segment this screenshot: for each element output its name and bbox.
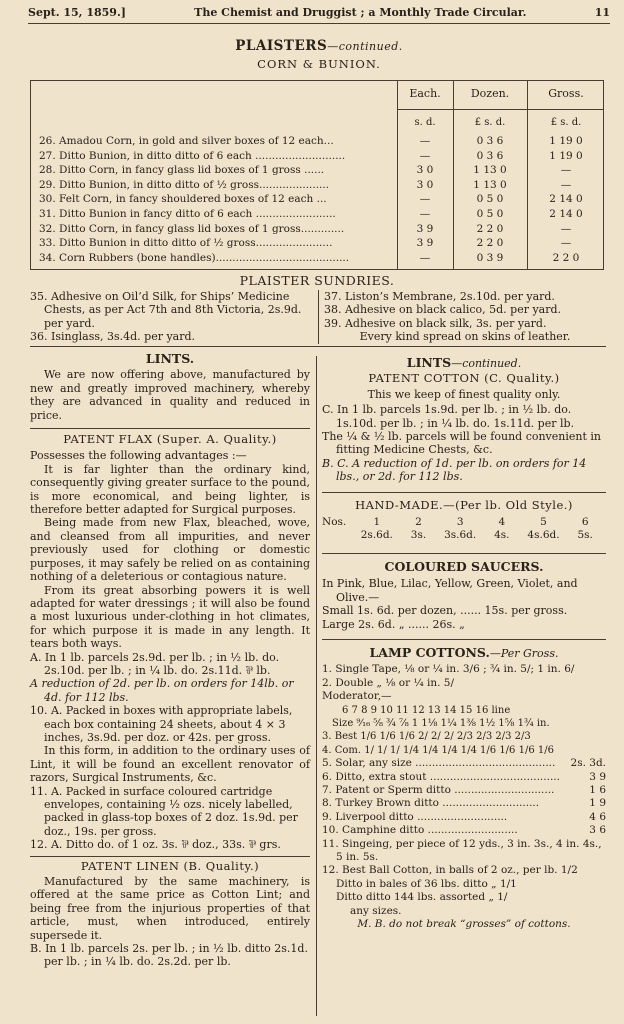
sundry-item-37: 37. Liston’s Membrane, 2s.10d. per yard. xyxy=(324,290,555,303)
price-row-gross: 2 14 0 xyxy=(549,193,583,206)
lamp-item-label: 10. Camphine ditto ........................... xyxy=(322,824,518,837)
price-row-dozen: 0 3 9 xyxy=(476,251,504,264)
flax-para-absorbing: From its great absorbing powers it is well adapted for water dressings ; it will also be found a most luxurious under-clothing in hot climates, for which purpose it is made in any length. It tears both ways. xyxy=(30,583,310,651)
sundries-right xyxy=(324,290,606,344)
lamp-common: 4. Com. 1/ 1/ 1/ 1/4 1/4 1/4 1/4 1/6 1/6 1/6 1/6 xyxy=(322,744,554,756)
sundry-item-36: 36. Isinglass, 3s.4d. per yard. xyxy=(30,330,196,344)
price-row-desc: 34. Corn Rubbers (bone handles)........................................ xyxy=(39,251,350,264)
lints-title: LINTS. xyxy=(145,351,195,366)
price-row xyxy=(31,208,603,222)
handmade-no: 5 xyxy=(540,516,547,529)
lamp-note: M. B. do not break “grosses” of cottons. xyxy=(357,918,571,931)
lamp-title-suffix: —Per Gross. xyxy=(489,646,559,660)
lint-item-10-note: In this form, in addition to the ordinary uses of Lint, it will be found an excellent renovator of razors, Surgical Instruments, &c. xyxy=(30,744,310,785)
patent-linen-title: PATENT LINEN (B. Quality.) xyxy=(80,858,260,873)
handmade-no: 3 xyxy=(456,516,464,529)
price-row-gross: — xyxy=(560,237,572,250)
handmade-price: 3s. xyxy=(410,529,427,542)
handmade-price: 2s.6d. xyxy=(360,529,393,542)
price-row-desc: 27. Ditto Bunion, in ditto ditto of 6 each ........................... xyxy=(39,149,346,162)
lamp-singeing: 11. Singeing, per piece of 12 yds., 3 in. 3s., 4 in. 4s., 5 in. 5s. xyxy=(322,837,602,863)
sundries-title: PLAISTER SUNDRIES. xyxy=(239,273,395,288)
price-row xyxy=(31,179,603,193)
units-dozen: £ s. d. xyxy=(474,117,506,128)
lamp-double: 2. Double „ ⅛ or ¼ in. 5/ xyxy=(322,676,454,689)
price-row-gross: — xyxy=(560,178,572,191)
page-number: 11 xyxy=(594,6,610,19)
lamp-item-price: 1 9 xyxy=(589,797,606,810)
price-row-each: 3 0 xyxy=(416,178,434,191)
handmade-price: 5s. xyxy=(577,529,593,542)
price-row-desc: 29. Ditto Bunion, in ditto ditto of ½ gross..................... xyxy=(39,178,330,191)
price-row xyxy=(31,164,603,178)
price-row xyxy=(31,193,603,207)
price-row-gross: 2 2 0 xyxy=(552,251,580,264)
price-row-desc: 31. Ditto Bunion in fancy ditto of 6 each ........................ xyxy=(39,208,336,220)
lint-item-12: 12. A. Ditto do. of 1 oz. 3s. ⅌ doz., 33s. ⅌ grs. xyxy=(30,838,281,852)
lamp-sizes: Size ⁹⁄₁₆ ⁵⁄₈ ¾ ⁷⁄₈ 1 1⅛ 1¼ 1⅜ 1½ 1⅝ 1¾ in. xyxy=(332,717,550,729)
lamp-item-price: 1 6 xyxy=(589,783,606,796)
lamp-item-price: 3 9 xyxy=(589,770,606,783)
lamp-item xyxy=(322,784,606,797)
plaisters-title-cont: —continued. xyxy=(327,40,403,53)
price-row-desc: 33. Ditto Bunion in ditto ditto of ½ gross....................... xyxy=(39,237,333,250)
price-row xyxy=(31,150,603,164)
sundry-item-38: 38. Adhesive on black calico, 5d. per yard. xyxy=(324,303,562,317)
lint-item-11: 11. A. Packed in surface coloured cartridge envelopes, containing ½ ozs. nicely labelled, packed in glass-top boxes of 2 doz. 1s.9d. per doz., 19s. per gross. xyxy=(30,784,298,838)
price-row-each: — xyxy=(419,135,431,147)
lamp-single-tape: 1. Single Tape, ⅛ or ¼ in. 3/6 ; ¾ in. 5/; 1 in. 6/ xyxy=(322,663,575,676)
lamp-bales-36: Ditto in bales of 36 lbs. ditto „ 1/1 xyxy=(336,877,517,890)
lamp-item-price: 4 6 xyxy=(589,810,606,823)
price-row-desc: 30. Felt Corn, in fancy shouldered boxes of 12 each ... xyxy=(39,193,327,206)
handmade-price: 4s. xyxy=(494,529,510,542)
lamp-items xyxy=(322,757,606,837)
price-row-gross: — xyxy=(560,222,572,235)
lamp-best: 3. Best 1/6 1/6 1/6 2/ 2/ 2/ 2/3 2/3 2/3 2/3 xyxy=(322,731,531,743)
price-row-each: 3 9 xyxy=(416,237,434,250)
flax-para-lighter: It is far lighter than the ordinary kind, consequently giving greater surface to the pound, is more economical, and being lighter, is therefore better adapted for Surgical purposes. xyxy=(30,462,310,517)
lamp-item xyxy=(322,757,606,770)
price-row-dozen: 0 5 0 xyxy=(476,208,504,220)
saucers-large: Large 2s. 6d. „ ...... 26s. „ xyxy=(322,617,465,631)
patent-flax-title: PATENT FLAX (Super. A. Quality.) xyxy=(63,432,277,447)
lints-column xyxy=(30,352,310,969)
units-each: s. d. xyxy=(414,117,436,128)
handmade-no: 6 xyxy=(581,516,589,529)
lints-continued-column xyxy=(322,356,606,931)
lints-cont-suffix: —continued. xyxy=(451,357,522,370)
price-row-each: 3 9 xyxy=(416,222,434,235)
saucers-colours: In Pink, Blue, Lilac, Yellow, Green, Violet, and Olive.— xyxy=(322,577,578,604)
price-row-gross: — xyxy=(560,164,572,177)
lamp-line-numbers: 6 7 8 9 10 11 12 13 14 15 16 line xyxy=(342,704,511,716)
lamp-item-label: 6. Ditto, extra stout ....................................... xyxy=(322,770,560,783)
price-row-desc: 28. Ditto Corn, in fancy glass lid boxes of 1 gross ...... xyxy=(39,164,325,177)
price-row-each: — xyxy=(419,193,431,206)
lints-cont-title: LINTS xyxy=(406,355,452,370)
saucers-small: Small 1s. 6d. per dozen, ...... 15s. per gross. xyxy=(322,604,568,618)
cotton-quality: This we keep of finest quality only. xyxy=(367,387,561,401)
handmade-no: 1 xyxy=(373,516,381,529)
handmade-title: HAND-MADE.—(Per lb. Old Style.) xyxy=(355,497,573,512)
price-row-each: — xyxy=(419,251,431,264)
sundries-left xyxy=(30,290,312,344)
price-row xyxy=(31,223,603,237)
price-row-each: — xyxy=(419,149,431,162)
flax-price-a: A. In 1 lb. parcels 2s.9d. per lb. ; in ½ lb. do. 2s.10d. per lb. ; in ¼ lb. do. 2s.11d. ⅌ lb. xyxy=(30,650,280,677)
handmade-price: 3s.6d. xyxy=(444,529,477,542)
handmade-nos-label: Nos. xyxy=(322,516,347,529)
price-row-gross: 2 14 0 xyxy=(549,208,583,220)
journal-title: The Chemist and Druggist ; a Monthly Trade Circular. xyxy=(194,6,527,19)
linen-price-b: B. In 1 lb. parcels 2s. per lb. ; in ½ lb. ditto 2s.1d. per lb. ; in ¼ lb. do. 2s.2d. per lb. xyxy=(30,942,308,969)
lamp-item-price: 2s. 3d. xyxy=(570,757,606,770)
price-row xyxy=(31,135,603,149)
flax-advantages: Possesses the following advantages :— xyxy=(30,449,247,463)
price-row-dozen: 0 5 0 xyxy=(476,193,504,206)
lamp-item xyxy=(322,797,606,810)
price-row-gross: 1 19 0 xyxy=(549,135,583,147)
patent-cotton-title: PATENT COTTON (C. Quality.) xyxy=(368,371,560,386)
cotton-reduction-bc: B. C. A reduction of 1d. per lb. on orders for 14 lbs., or 2d. for 112 lbs. xyxy=(322,456,587,484)
lamp-item xyxy=(322,771,606,784)
lamp-item-label: 7. Patent or Sperm ditto .............................. xyxy=(322,783,555,796)
sundry-note: Every kind spread on skins of leather. xyxy=(359,330,571,344)
lamp-title: LAMP COTTONS. xyxy=(369,644,490,660)
lamp-item xyxy=(322,811,606,824)
flax-reduction: A reduction of 2d. per lb. on orders for 14lb. or 4d. for 112 lbs. xyxy=(30,677,294,704)
lamp-item-price: 3 6 xyxy=(589,824,606,837)
lamp-ball-cotton: 12. Best Ball Cotton, in balls of 2 oz., per lb. 1/2 xyxy=(322,864,578,877)
cotton-price-c: C. In 1 lb. parcels 1s.9d. per lb. ; in ½ lb. do. 1s.10d. per lb. ; in ¼ lb. do. 1s.11d. per lb. xyxy=(322,403,575,430)
lint-item-10: 10. A. Packed in boxes with appropriate labels, each box containing 24 sheets, about 4 × 3 inches, 3s.9d. per doz. or 42s. per gross. xyxy=(30,704,293,744)
lamp-item xyxy=(322,824,606,837)
price-row-each: — xyxy=(419,208,431,220)
price-row-gross: 1 19 0 xyxy=(549,149,583,162)
col-each: Each. xyxy=(409,87,441,100)
running-head xyxy=(28,4,610,24)
handmade-no: 2 xyxy=(415,516,422,529)
price-row xyxy=(31,237,603,251)
price-row-desc: 32. Ditto Corn, in fancy glass lid boxes of 1 gross............. xyxy=(39,222,345,235)
lamp-item-label: 5. Solar, any size .......................................... xyxy=(322,757,556,770)
price-row-dozen: 2 2 0 xyxy=(476,222,504,235)
handmade-price: 4s.6d. xyxy=(527,529,560,542)
lints-intro: We are now offering above, manufactured by new and greatly improved machinery, whereby they are advanced in quality and reduced in price. xyxy=(30,368,310,422)
price-row-each: 3 0 xyxy=(416,164,434,177)
lamp-item-label: 9. Liverpool ditto ........................... xyxy=(322,810,508,823)
sundry-item-35: 35. Adhesive on Oil’d Silk, for Ships’ Medicine Chests, as per Act 7th and 8th Victoria, 2s.9d. per yard. xyxy=(30,290,302,330)
lamp-moderator: Moderator,— xyxy=(322,690,392,703)
plaisters-title: PLAISTERS xyxy=(235,38,328,54)
price-row-desc: 26. Amadou Corn, in gold and silver boxes of 12 each... xyxy=(39,135,334,147)
sundry-item-39: 39. Adhesive on black silk, 3s. per yard. xyxy=(324,316,547,330)
plaisters-subtitle: CORN & BUNION. xyxy=(257,57,381,71)
lamp-bales-144: Ditto ditto 144 lbs. assorted „ 1/ xyxy=(336,891,508,904)
price-row-dozen: 2 2 0 xyxy=(476,237,504,250)
handmade-no: 4 xyxy=(498,516,506,529)
corn-bunion-price-table xyxy=(30,80,604,270)
issue-date: Sept. 15, 1859.] xyxy=(28,6,126,19)
col-dozen: Dozen. xyxy=(470,87,510,100)
price-row-dozen: 0 3 6 xyxy=(476,135,504,147)
cotton-note: The ¼ & ½ lb. parcels will be found convenient in fitting Medicine Chests, &c. xyxy=(322,430,601,457)
flax-para-new-flax: Being made from new Flax, bleached, wove, and cleansed from all impurities, and never previously used for clothing or domestic purposes, it may safely be relied on as containing nothing of a deleterious or contagious nature. xyxy=(30,516,310,584)
units-gross: £ s. d. xyxy=(550,117,582,128)
price-row-dozen: 1 13 0 xyxy=(473,164,507,177)
lamp-any-sizes: any sizes. xyxy=(350,904,402,917)
plaisters-heading xyxy=(28,38,610,71)
col-gross: Gross. xyxy=(548,87,584,100)
linen-para: Manufactured by the same machinery, is offered at the same price as Cotton Lint; and being free from the injurious properties of that article, must, when introduced, entirely supersede it. xyxy=(30,875,310,942)
handmade-table xyxy=(322,516,606,543)
price-row xyxy=(31,252,603,266)
lamp-item-label: 8. Turkey Brown ditto ............................. xyxy=(322,797,540,810)
price-row-dozen: 0 3 6 xyxy=(476,149,504,162)
saucers-title: COLOURED SAUCERS. xyxy=(384,558,544,574)
price-row-dozen: 1 13 0 xyxy=(473,178,507,191)
